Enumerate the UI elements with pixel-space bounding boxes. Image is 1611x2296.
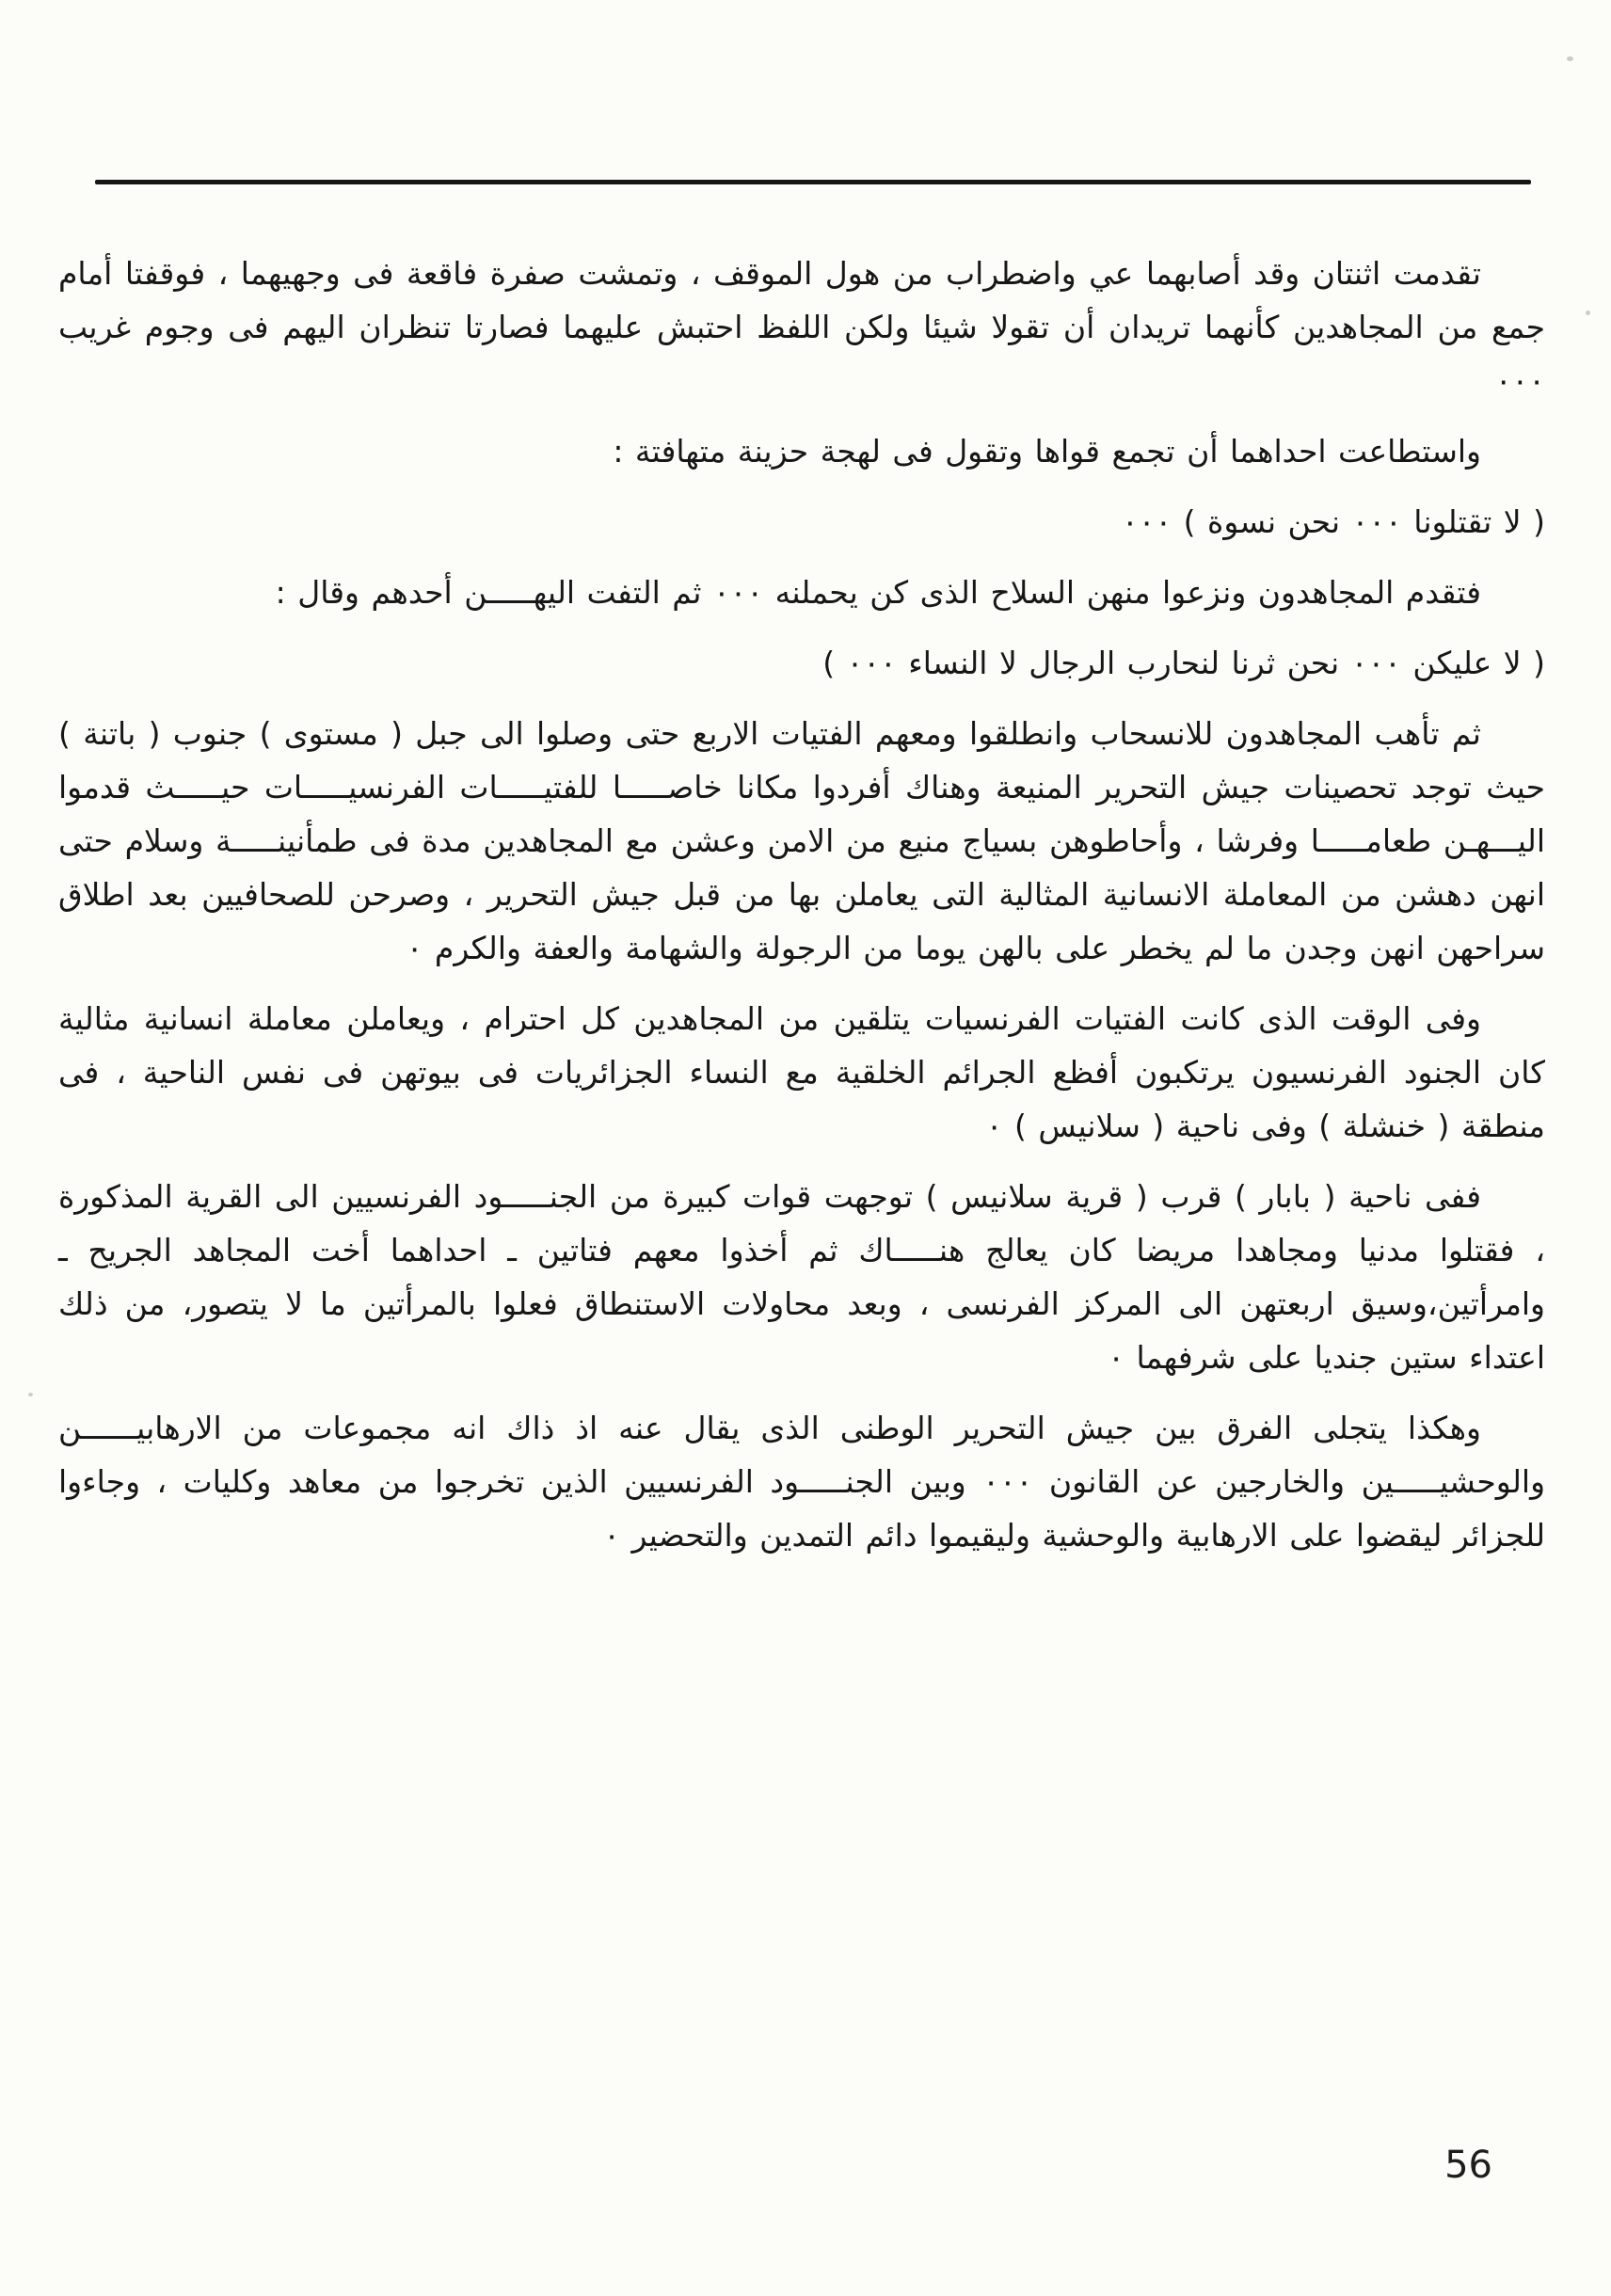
paragraph-contrast-treatment: وفى الوقت الذى كانت الفتيات الفرنسيات يتلقين من المجاهدين كل احترام ، ويعاملن معاملة انسانية مثالية كان الجنود الفرنسيون يرتكبون أفظع الجرائم الخلقية مع النساء الجزائريات فى بيوتهن فى نفس الناحية ، فى منطقة ( خنشلة ) وفى ناحية ( سلانيس ) ٠ [58,1000,1545,1144]
header-rule [95,180,1531,184]
paragraph-conclusion: وهكذا يتجلى الفرق بين جيش التحرير الوطنى الذى يقال عنه اذ ذاك انه مجموعات من الارهابيــــــن والوحشيـــــين والخارجين عن القانون ٠٠٠ وبين الجنـــــود الفرنسيين الذين تخرجوا من معاهد وكليات ، وجاءوا للجزائر ليقضوا على الارهابية والوحشية وليقيموا دائم التمدين والتحضير ٠ [58,1410,1546,1554]
dialogue-line-reassurance: ( لا عليكن ٠٠٠ نحن ثرنا لنحارب الرجال لا النساء ٠٠٠ ) [822,645,1545,681]
scan-speckle [1586,311,1590,315]
scan-speckle [1567,56,1573,61]
paragraph-mujahid-response: فتقدم المجاهدون ونزعوا منهن السلاح الذى كن يحملنه ٠٠٠ ثم التفت اليهـــــن أحدهم وقال : [275,574,1481,611]
scan-speckle [28,1393,33,1396]
dialogue-line-plea: ( لا تقتلونا ٠٠٠ نحن نسوة ) ٠٠٠ [1122,503,1545,540]
paragraph-withdrawal-to-mountain: ثم تأهب المجاهدون للانسحاب وانطلقوا ومعهم الفتيات الاربع حتى وصلوا الى جبل ( مستوى ) جنوب ( باتنة ) حيث توجد تحصينات جيش التحرير المنيعة وهناك أفردوا مكانا خاصـــــا للفتيـــــات الفرنسيـــــات حيـــــث قدموا اليـــهـن طعامـــــا وفرشا ، وأحاطوهن بسياج منيع من الامن وعشن مع المجاهدين مدة فى طمأنينـــــة وسلام حتى انهن دهشن من المعاملة الانسانية المثالية التى يعاملن بها من قبل جيش التحرير ، وصرحن للصحافيين بعد اطلاق سراحهن انهن وجدن ما لم يخطر على بالهن يوما من الرجولة والشهامة والعفة والكرم ٠ [58,715,1545,966]
paragraph-intro: تقدمت اثنتان وقد أصابهما عي واضطراب من هول الموقف ، وتمشت صفرة فاقعة فى وجهيهما ، فوقفتا أمام جمع من المجاهدين كأنهما تريدان أن تقولا شيئا ولكن اللفظ احتبش عليهما فصارتا تنظران اليهم فى وجوم غريب ٠٠٠ [58,255,1545,399]
page-text-block [58,247,1545,1579]
paragraph-babar-incident: ففى ناحية ( بابار ) قرب ( قرية سلانيس ) توجهت قوات كبيرة من الجنـــــود الفرنسيين الى القرية المذكورة ، فقتلوا مدنيا ومجاهدا مريضا كان يعالج هنـــــاك ثم أخذوا معهم فتاتين ـ احداهما أخت المجاهد الجريح ـ وامرأتين،وسيق اربعتهن الى المركز الفرنسى ، وبعد محاولات الاستنطاق فعلوا بالمرأتين ما لا يتصور، من ذلك اعتداء ستين جنديا على شرفهما ٠ [58,1178,1545,1376]
paragraph-she-speaks: واستطاعت احداهما أن تجمع قواها وتقول فى لهجة حزينة متهافتة : [613,433,1481,470]
page-number: 56 [1444,2144,1492,2187]
